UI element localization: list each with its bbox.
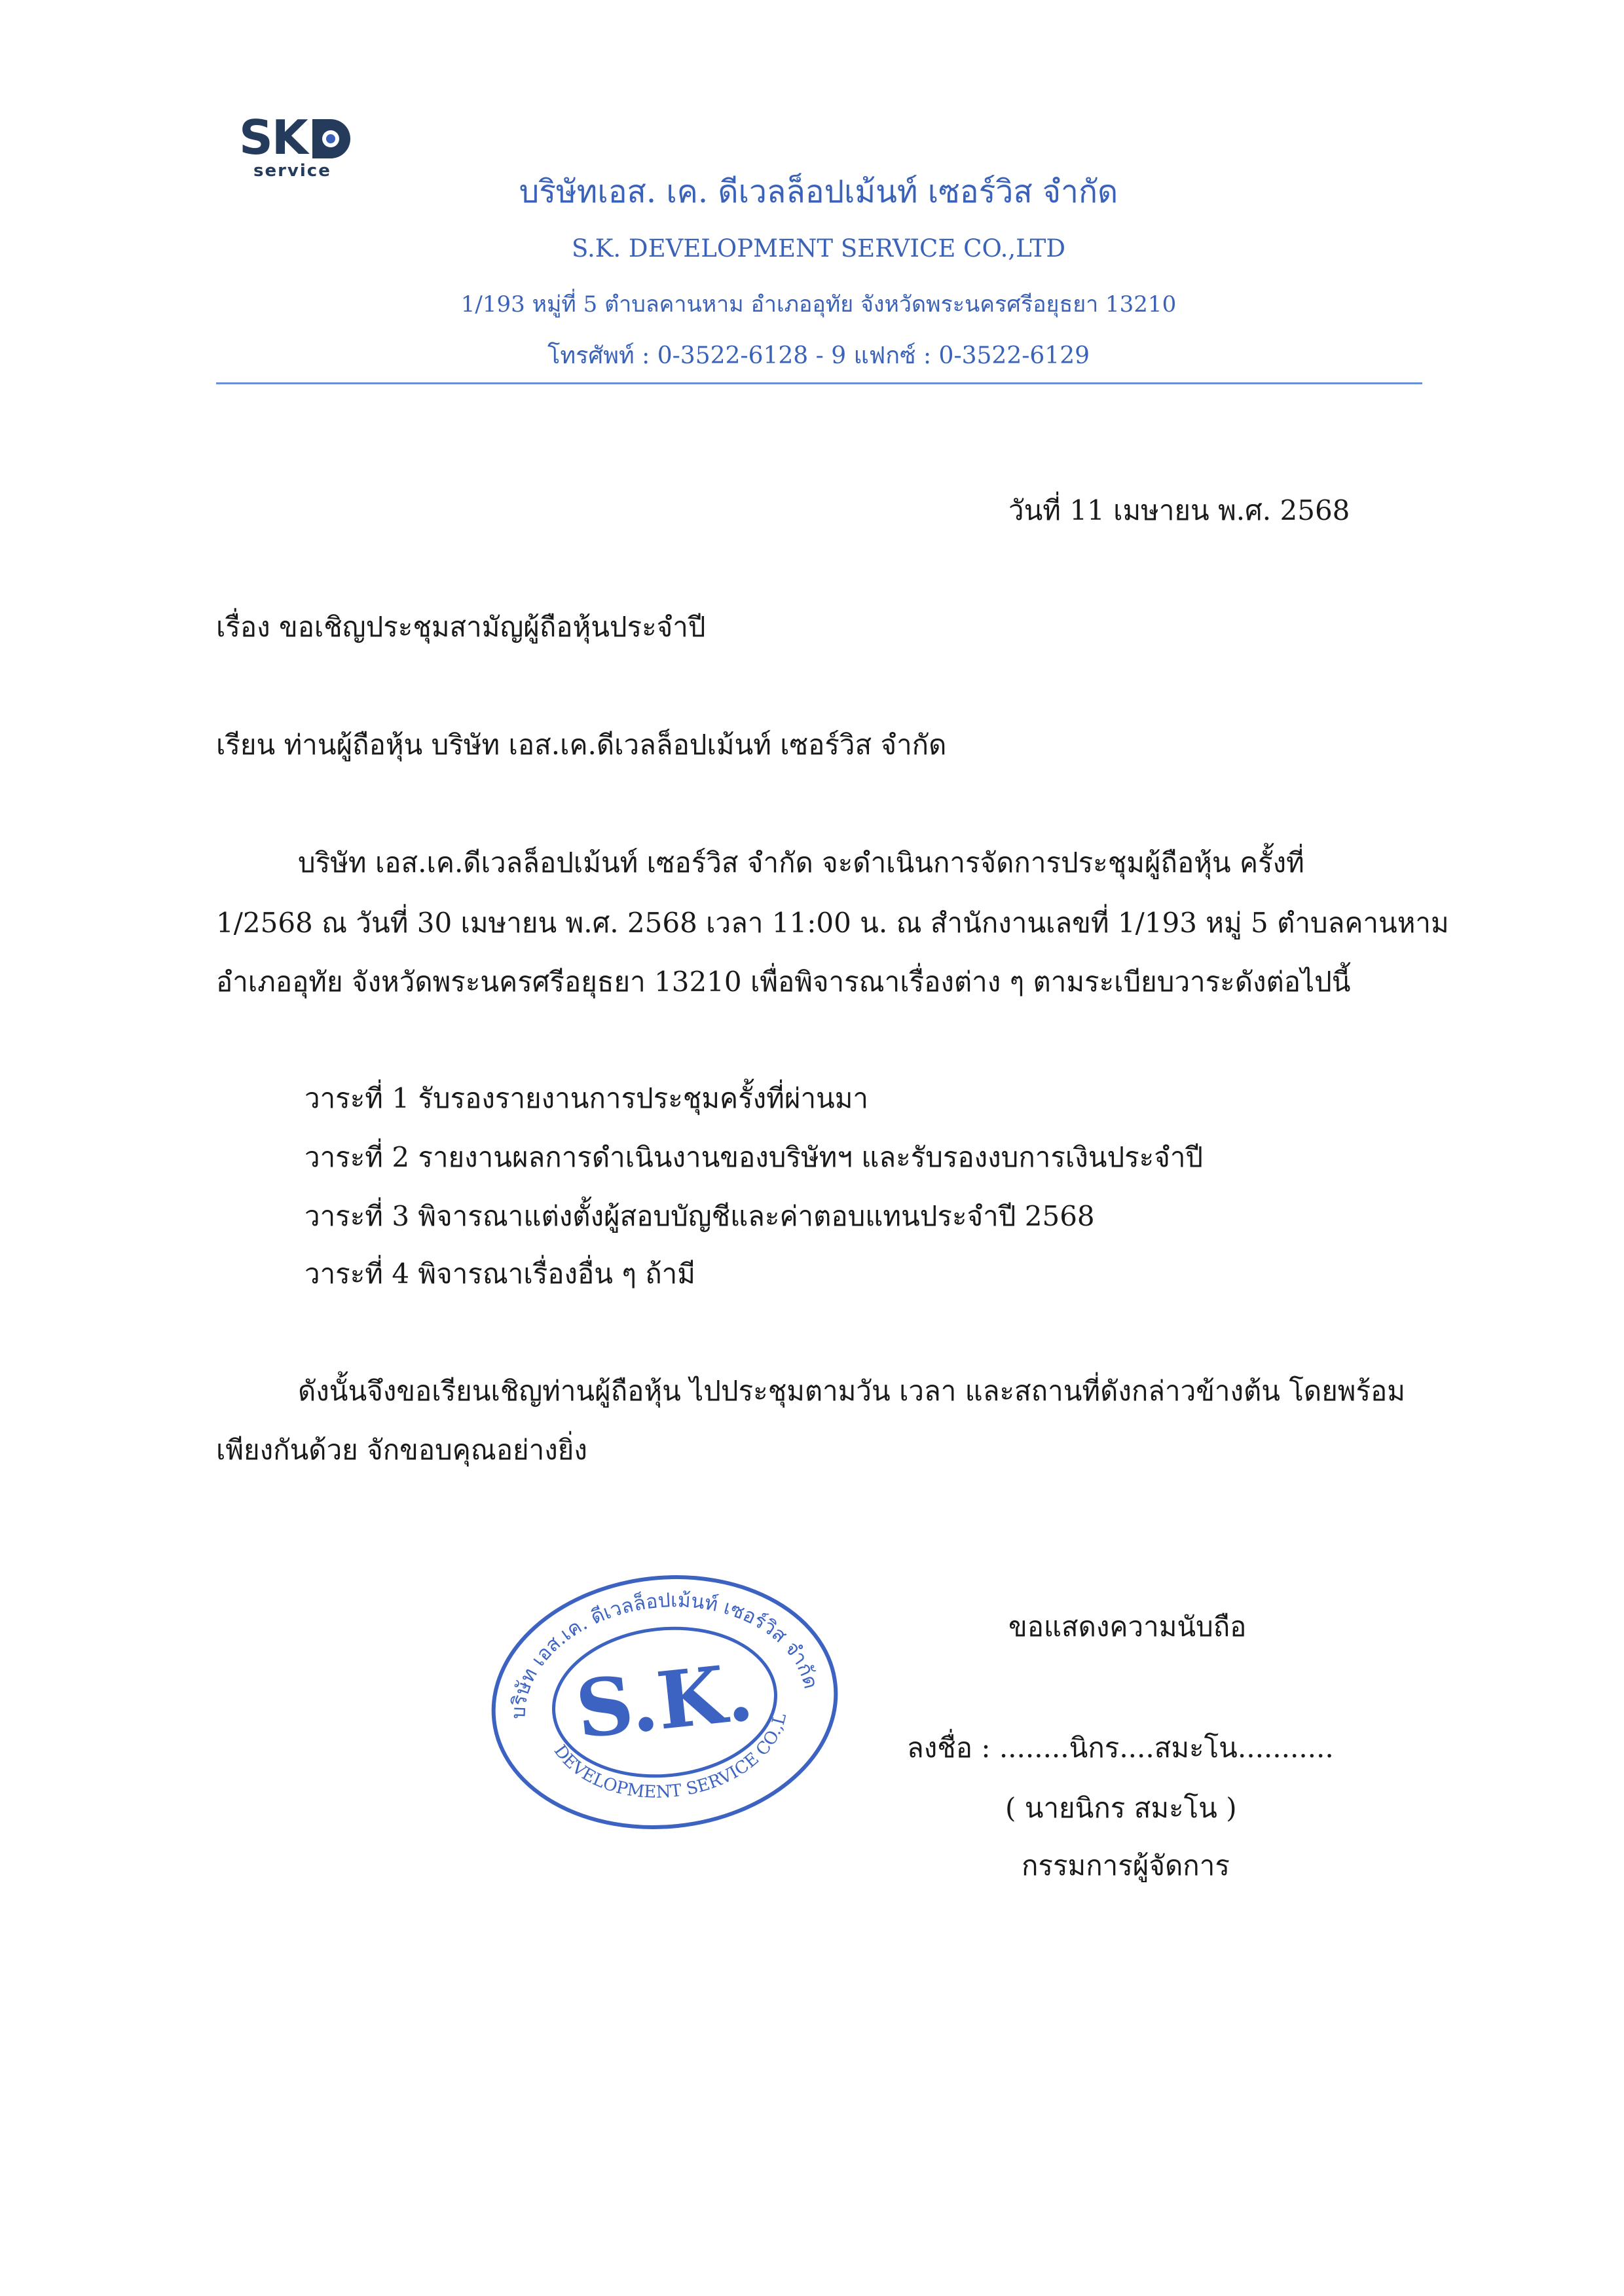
agenda-item-2: วาระที่ 2 รายงานผลการดำเนินงานของบริษัทฯ และรับรองงบการเงินประจำปี xyxy=(304,1141,1204,1173)
company-address: 1/193 หมู่ที่ 5 ตำบลคานหาม อำเภออุทัย จังหวัดพระนครศรีอยุธยา 13210 xyxy=(460,291,1177,318)
stamp-bottom-arc: DEVELOPMENT SERVICE CO.,LTD. xyxy=(549,1712,790,1802)
stamp-center-text: S.K. xyxy=(572,1646,758,1757)
agenda-item-1: วาระที่ 1 รับรองรายงานการประชุมครั้งที่ผ่านมา xyxy=(304,1082,869,1114)
closing-paragraph-line: ดังนั้นจึงขอเรียนเชิญท่านผู้ถือหุ้น ไปประชุมตามวัน เวลา และสถานที่ดังกล่าวข้างต้น โดยพร้อม xyxy=(298,1375,1405,1407)
logo-d-mark-icon xyxy=(311,118,352,160)
company-name-english: S.K. DEVELOPMENT SERVICE CO.,LTD xyxy=(571,234,1066,263)
letter-date: วันที่ 11 เมษายน พ.ศ. 2568 xyxy=(1008,494,1350,526)
stamp-top-arc: บริษัท เอส.เค. ดีเวลล็อปเม้นท์ เซอร์วิส จำกัด xyxy=(507,1589,822,1720)
logo-letters: SK xyxy=(239,110,307,165)
signature-line: ลงชื่อ : ........นิกร....สมะโน........... xyxy=(907,1732,1334,1764)
letter-recipient: เรียน ท่านผู้ถือหุ้น บริษัท เอส.เค.ดีเวลล็อปเม้นท์ เซอร์วิส จำกัด xyxy=(216,729,947,761)
body-paragraph-line: 1/2568 ณ วันที่ 30 เมษายน พ.ศ. 2568 เวลา 11:00 น. ณ สำนักงานเลขที่ 1/193 หมู่ 5 ตำบลคานหาม xyxy=(216,907,1449,939)
agenda-item-4: วาระที่ 4 พิจารณาเรื่องอื่น ๆ ถ้ามี xyxy=(304,1258,695,1290)
regards: ขอแสดงความนับถือ xyxy=(1008,1611,1247,1643)
company-name-thai: บริษัทเอส. เค. ดีเวลล็อปเม้นท์ เซอร์วิส จำกัด xyxy=(519,173,1118,210)
header-divider xyxy=(216,382,1422,384)
closing-paragraph-line: เพียงกันด้วย จักขอบคุณอย่างยิ่ง xyxy=(216,1434,587,1466)
company-seal-stamp xyxy=(485,1568,845,1830)
body-paragraph-line: บริษัท เอส.เค.ดีเวลล็อปเม้นท์ เซอร์วิส จำกัด จะดำเนินการจัดการประชุมผู้ถือหุ้น ครั้งที่ xyxy=(298,847,1304,879)
signer-name: ( นายนิกร สมะโน ) xyxy=(1005,1792,1237,1824)
body-paragraph-line: อำเภออุทัย จังหวัดพระนครศรีอยุธยา 13210 เพื่อพิจารณาเรื่องต่าง ๆ ตามระเบียบวาระดังต่อไปนี้ xyxy=(216,966,1351,998)
logo-service: service xyxy=(253,161,331,181)
company-contact: โทรศัพท์ : 0-3522-6128 - 9 แฟกซ์ : 0-3522-6129 xyxy=(547,342,1090,369)
letter-subject: เรื่อง ขอเชิญประชุมสามัญผู้ถือหุ้นประจำปี xyxy=(216,611,706,643)
signer-position: กรรมการผู้จัดการ xyxy=(1022,1850,1230,1882)
agenda-item-3: วาระที่ 3 พิจารณาแต่งตั้งผู้สอบบัญชีและค่าตอบแทนประจำปี 2568 xyxy=(304,1200,1095,1232)
